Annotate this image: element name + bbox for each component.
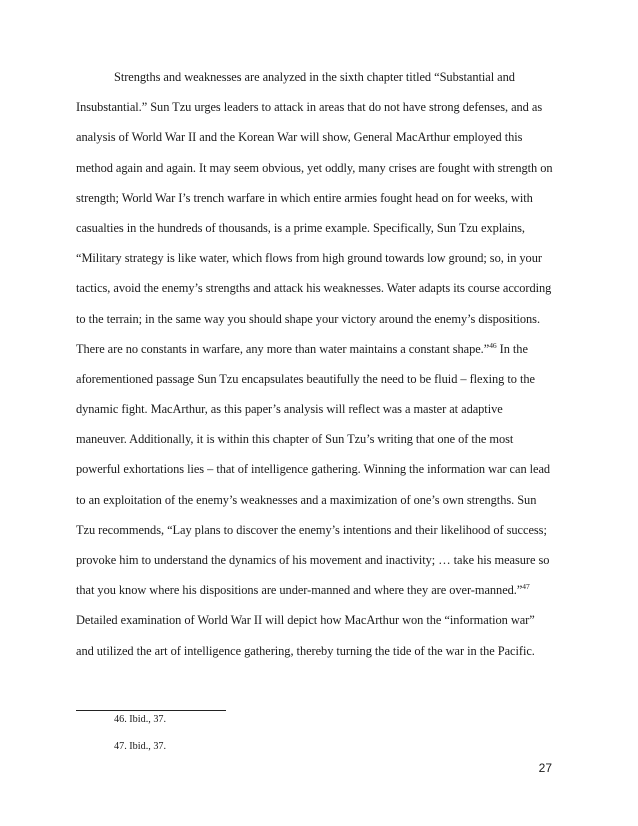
paragraph-line: “Military strategy is like water, which flows from high ground towards low ground; so, in your xyxy=(76,251,542,266)
paragraph-line: dynamic fight. MacArthur, as this paper’s analysis will reflect was a master at adaptive xyxy=(76,402,503,417)
paragraph-line: and utilized the art of intelligence gathering, thereby turning the tide of the war in the Pacific. xyxy=(76,643,535,658)
paragraph-line: Detailed examination of World War II will depict how MacArthur won the “information war” xyxy=(76,613,535,628)
footnote-ref-47[interactable]: 47 xyxy=(522,582,530,592)
line-text: In the xyxy=(496,341,528,356)
paragraph-line: method again and again. It may seem obvious, yet oddly, many crises are fought with strength on xyxy=(76,160,553,175)
paragraph-line: Insubstantial.” Sun Tzu urges leaders to attack in areas that do not have strong defenses, and as xyxy=(76,100,543,115)
footnote-ref-46[interactable]: 46 xyxy=(489,340,497,350)
paragraph-line: maneuver. Additionally, it is within this chapter of Sun Tzu’s writing that one of the most xyxy=(76,432,514,447)
paragraph-line: powerful exhortations lies – that of intelligence gathering. Winning the information war can lead xyxy=(76,462,551,477)
footnote-separator xyxy=(76,710,226,711)
paragraph-line: to an exploitation of the enemy’s weaknesses and a maximization of one’s own strengths. Sun xyxy=(76,492,537,507)
paragraph-line: strength; World War I’s trench warfare in which entire armies fought head on for weeks, with xyxy=(76,190,533,205)
paragraph-line: analysis of World War II and the Korean War will show, General MacArthur employed this xyxy=(76,130,523,145)
paragraph-line: Strengths and weaknesses are analyzed in the sixth chapter titled “Substantial and xyxy=(114,70,515,84)
paragraph-line: casualties in the hundreds of thousands, is a prime example. Specifically, Sun Tzu explains, xyxy=(76,220,525,235)
paragraph-line: to the terrain; in the same way you should shape your victory around the enemy’s dispositions. xyxy=(76,311,540,326)
page-number: 27 xyxy=(538,761,552,775)
footnote-46: 46. Ibid., 37. xyxy=(114,714,167,725)
paragraph-line: provoke him to understand the dynamics of his movement and inactivity; … take his measure so xyxy=(76,553,550,567)
paragraph-line xyxy=(76,339,546,369)
footnote-47: 47. Ibid., 37. xyxy=(114,741,167,752)
paragraph-line: tactics, avoid the enemy’s strengths and attack his weaknesses. Water adapts its course according xyxy=(76,281,552,296)
line-text: There are no constants in warfare, any more than water maintains a constant shape.” xyxy=(76,341,490,356)
body-paragraph xyxy=(76,67,553,671)
paragraph-line xyxy=(76,580,546,610)
line-text: that you know where his dispositions are under-manned and where they are over-manned.” xyxy=(76,583,523,598)
paragraph-line: aforementioned passage Sun Tzu encapsulates beautifully the need to be fluid – flexing to the xyxy=(76,371,535,386)
paragraph-line: Tzu recommends, “Lay plans to discover the enemy’s intentions and their likelihood of success; xyxy=(76,522,547,537)
